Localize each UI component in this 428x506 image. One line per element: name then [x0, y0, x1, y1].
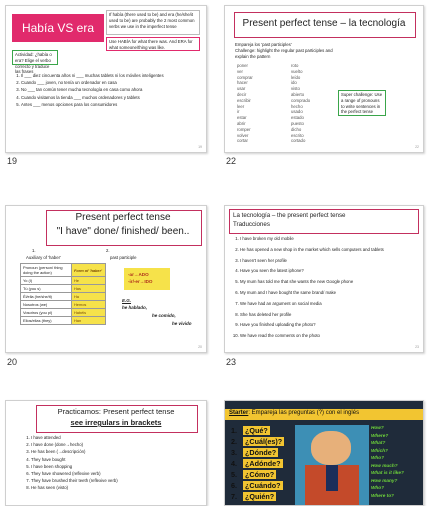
example-3: he vivido — [172, 321, 192, 326]
list-item: 7. ¿Quién? — [231, 492, 275, 501]
slide-subtitle: see irregulars in brackets — [70, 418, 162, 427]
slide-thumbnail-starter[interactable] — [224, 400, 424, 506]
list-item: 5. ¿Cómo? — [231, 470, 275, 479]
list-item: How? — [371, 425, 384, 430]
slide-subtitle: Traducciones — [233, 221, 270, 228]
slide-number: 22 — [226, 156, 237, 166]
list-item: hacer — [237, 80, 248, 86]
list-item: 8. He has seen (visto) — [31, 485, 211, 491]
activity-box: Actividad: ¿había o era? Elige el verbo correcto y traduce las frases — [12, 50, 58, 65]
slide-title: Present perfect tense — [75, 212, 171, 223]
practice-list — [20, 435, 211, 493]
starter-title — [229, 410, 419, 416]
list-item: 1. I have attended — [31, 435, 211, 441]
list-item: ver — [237, 68, 243, 74]
list-item: abrir — [237, 120, 246, 126]
challenge-text: Challenge: highlight the regular past participles and explain the pattern — [235, 48, 333, 59]
list-item: escribir — [237, 97, 251, 103]
list-item: 2. ¿Cuál(es)? — [231, 437, 283, 446]
table-cell: Yo (I) — [21, 277, 72, 285]
list-item: abierto — [291, 91, 305, 97]
slide-subtitle: "I have" done/ finished/ been.. — [56, 226, 190, 237]
table-row — [21, 277, 106, 285]
slide-number: 19 — [7, 156, 18, 166]
starter-instruction: : Empareja las preguntas (?) con el inglés — [248, 410, 360, 416]
note-box: If había (there used to be) and era (he/she/it used to be) are probably the 2 most common verbs we use in the imperfect tense — [106, 10, 200, 35]
list-item: 6. My mum and I have bought the same brand/ make — [240, 290, 428, 296]
table-cell: Ellos/ellas (they) — [21, 317, 72, 325]
list-item: usado — [291, 109, 303, 115]
slide-thumbnail-23[interactable]: La tecnología – the present perfect tense Traducciones 1. I have broken my old mobile 2. He has opened a new shop in the market which sells computers and tablets 3. I haven't seen her profile 4. Have you seen the latest iphone? 5. My mum has told me that she wants the new Google phone 6. My mum and I have bought the same brand/ make 7. We have had an argument on social media 8. She has deleted her profile 9. Have you finished uploading the photo? 10. We have read the comments on the photo 23 — [224, 205, 424, 353]
participle-column — [291, 63, 327, 144]
list-item: 7. We have had an argument on social media — [240, 301, 428, 307]
list-item: comprar — [237, 74, 253, 80]
list-item: Where? — [371, 432, 389, 438]
haber-table — [20, 263, 106, 325]
slide-thumbnail-22[interactable]: Present perfect tense – la tecnología Empareja los 'past participles' Challenge: highlight the regular past participles and explain the pattern poner ver comprar hacer usar decir escribir leer ir estar abrir romper volver cortar roto vuelto leído ido visto abierto comprado hecho usado estado puesto dicho escrito cortado Super challenge: Use a range of pronouns to write sentences in the perfect tense 22 — [224, 5, 424, 153]
list-item: 1. ¿Qué? — [231, 426, 268, 435]
list-item: 2. I have done (done→hecho) — [31, 442, 211, 448]
list-item: What is it like? — [371, 470, 404, 475]
slide-thumbnail-practicamos[interactable] — [5, 400, 207, 506]
table-cell: Has — [72, 285, 106, 293]
table-cell: He — [72, 277, 106, 285]
table-cell: Nosotros (we) — [21, 301, 72, 309]
table-cell: Ha — [72, 293, 106, 301]
list-item: 4. ¿Adónde? — [231, 459, 281, 468]
super-challenge-box: Super challenge: Use a range of pronouns to write sentences in the perfect tense — [338, 90, 386, 116]
list-item: 3. ¿Dónde? — [231, 448, 277, 457]
translation-list — [229, 236, 428, 344]
slide-number: 23 — [226, 357, 237, 367]
label-participle: past participle — [110, 255, 137, 260]
slide-title: Había VS era — [21, 21, 95, 35]
list-item: 6. ¿Cuándo? — [231, 481, 281, 490]
rule-ar: -ar→ADO — [128, 272, 149, 277]
list-item: Which? — [371, 447, 388, 453]
infinitive-column — [237, 63, 273, 144]
list-item: estar — [237, 115, 247, 121]
list-item: Who? — [371, 455, 385, 460]
list-item: hecho — [291, 103, 303, 109]
list-item: vuelto — [291, 68, 303, 74]
slide-title: Practicamos: Present perfect tense — [57, 407, 175, 416]
table-cell: Hemos — [72, 301, 106, 309]
list-item: 3. He has been (→descripción) — [31, 449, 211, 455]
list-item: leer — [237, 103, 245, 109]
list-item: 3. I haven't seen her profile — [240, 258, 428, 264]
table-row — [21, 309, 106, 317]
list-item: 4. Have you seen the latest iphone? — [240, 268, 428, 274]
list-item: visto — [291, 86, 300, 92]
label-auxiliary: Auxiliary of 'haber' — [26, 255, 61, 260]
list-item: decir — [237, 91, 247, 97]
table-header-row — [21, 264, 106, 277]
list-item: ido — [291, 80, 297, 86]
table-row — [21, 317, 106, 325]
list-item: Who? — [371, 485, 385, 490]
slide-title: La tecnología – the present perfect tense — [233, 212, 346, 219]
table-cell: Vosotros (you pl) — [21, 309, 72, 317]
slide-thumbnail-20[interactable]: Present perfect tense "I have" done/ finished/ been.. 1. 2. Auxiliary of 'haber' past participle Pronoun (person/ thing doing the action) Form of 'haber' Yo (I) He Tú (you s) Has Él/ella (he/she/it) Ha Nosotros (we) Hemos Vosotros (you pl) Habéis Ellos/ellas (they) Han -ar→ADO -ir/-er→IDO E.G. he hablado, he comido, he vivido 20 — [5, 205, 207, 353]
starter-label: Starter — [229, 410, 249, 416]
table-row — [21, 285, 106, 293]
list-item: 8. She has deleted her profile — [240, 312, 428, 318]
table-row — [21, 301, 106, 309]
list-item: How much? — [371, 462, 398, 468]
example-2: he comido, — [152, 313, 176, 318]
list-item: dicho — [291, 126, 302, 132]
table-cell: Tú (you s) — [21, 285, 72, 293]
list-item: cortar — [237, 138, 248, 144]
list-item: 1. Il ___ diez cincuenta años ni ___ muchas tablets ni los móviles inteligentes — [21, 73, 211, 79]
list-item: estado — [291, 115, 304, 121]
list-item: What? — [371, 440, 386, 445]
example-1: he hablado, — [122, 305, 148, 310]
list-item: cortado — [291, 138, 306, 144]
list-item: Where to? — [371, 492, 394, 498]
table-header-cell: Pronoun (person/ thing doing the action) — [21, 264, 72, 277]
list-item: 3. No ___ tan común tener mucha tecnología en casa como ahora — [21, 87, 211, 93]
list-item: usar — [237, 86, 246, 92]
intro-text: Empareja los 'past participles' — [235, 42, 292, 47]
note-box-2: Use HABÍA for what there was. And ERA for what someone/thing was like. — [106, 37, 200, 51]
list-item: 7. They have brushed their teeth (reflexive verb) — [31, 478, 211, 484]
table-cell: Han — [72, 317, 106, 325]
list-item: 6. They have showered (reflexive verb) — [31, 471, 211, 477]
number-one: 1. — [32, 248, 36, 253]
slide-title: Present perfect tense – la tecnología — [242, 18, 406, 29]
question-list — [231, 425, 311, 502]
sentence-list — [10, 73, 211, 109]
table-header-cell: Form of 'haber' — [72, 264, 106, 277]
list-item: 5. Antes ___ menos opciones para los consumidores — [21, 102, 211, 108]
list-item: volver — [237, 132, 249, 138]
slide-thumbnail-19[interactable]: Había VS era If había (there used to be) and era (he/she/it used to be) are probably the 2 most common verbs we use in the imperfect tense Use HABÍA for what there was. And ERA for what someone/thing was like. Actividad: ¿había o era? Elige el verbo correcto y traduce las frases 1. Il ___ diez cincuenta años ni ___ muchas tablets ni los móviles inteligentes 2. Cuando ___ joven, no tenía un ordenador en casa 3. No ___ tan común tener mucha tecnología en casa como ahora 4. Cuando visitamos la tienda ___ muchos ordenadores y tablets 5. Antes ___ menos opciones para los consumidores 19 — [5, 5, 207, 153]
list-item: 9. Have you finished uploading the photo? — [240, 322, 428, 328]
list-item: 5. I have been shopping — [31, 464, 211, 470]
table-cell: Habéis — [72, 309, 106, 317]
number-two: 2. — [106, 248, 110, 253]
answer-list — [371, 424, 421, 499]
table-cell: Él/ella (he/she/it) — [21, 293, 72, 301]
list-item: How many? — [371, 477, 398, 483]
list-item: puesto — [291, 120, 304, 126]
list-item: ir — [237, 109, 240, 115]
rule-ir-er: -ir/-er→IDO — [128, 279, 153, 284]
list-item: comprado — [291, 97, 311, 103]
slide-number: 20 — [7, 357, 18, 367]
list-item: 1. I have broken my old mobile — [240, 236, 428, 242]
list-item: roto — [291, 63, 299, 68]
list-item: 5. My mum has told me that she wants the new Google phone — [240, 279, 428, 285]
list-item: 2. Cuando ___ joven, no tenía un ordenador en casa — [21, 80, 211, 86]
list-item: poner — [237, 63, 248, 68]
example-label: E.G. — [122, 298, 132, 303]
table-row — [21, 293, 106, 301]
list-item: romper — [237, 126, 251, 132]
list-item: 2. He has opened a new shop in the market which sells computers and tablets — [240, 247, 428, 253]
list-item: 4. Cuando visitamos la tienda ___ muchos ordenadores y tablets — [21, 95, 211, 101]
list-item: escrito — [291, 132, 304, 138]
list-item: leído — [291, 74, 301, 80]
list-item: 10. We have read the comments on the photo — [240, 333, 428, 339]
list-item: 4. They have bought — [31, 457, 211, 463]
